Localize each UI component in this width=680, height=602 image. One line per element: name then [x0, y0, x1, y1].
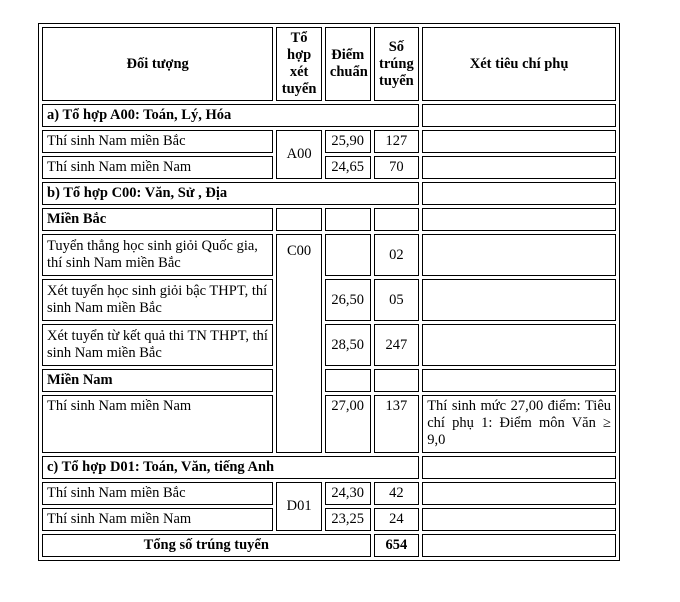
header-diem-chuan: Điểm chuẩn [325, 27, 371, 101]
score-cell: 24,30 [325, 482, 371, 505]
note-cell: Thí sinh mức 27,00 điểm: Tiêu chí phụ 1: Điểm môn Văn ≥ 9,0 [422, 395, 616, 453]
empty-cell [276, 208, 322, 231]
score-cell [325, 234, 371, 276]
section-a-title-row [42, 104, 616, 127]
note-cell [422, 156, 616, 179]
header-to-hop: Tổ hợp xét tuyển [276, 27, 322, 101]
total-row [42, 534, 616, 557]
section-a-title: a) Tổ hợp A00: Toán, Lý, Hóa [42, 104, 419, 127]
row-label: Tuyển thẳng học sinh giỏi Quốc gia, thí sinh Nam miền Bắc [42, 234, 273, 276]
score-cell: 24,65 [325, 156, 371, 179]
row-label: Xét tuyển từ kết quả thi TN THPT, thí sinh Nam miền Bắc [42, 324, 273, 366]
section-c-title-row [42, 456, 616, 479]
count-cell: 42 [374, 482, 420, 505]
score-cell: 28,50 [325, 324, 371, 366]
header-row [42, 27, 616, 101]
table-row [42, 482, 616, 505]
combo-cell: A00 [276, 130, 322, 179]
section-b-title-row [42, 182, 616, 205]
note-cell [422, 482, 616, 505]
region-row-south [42, 369, 616, 392]
row-label: Xét tuyển học sinh giỏi bậc THPT, thí sinh Nam miền Bắc [42, 279, 273, 321]
header-so-trung-tuyen: Số trúng tuyển [374, 27, 420, 101]
empty-cell [422, 456, 616, 479]
count-cell: 127 [374, 130, 420, 153]
empty-cell [374, 208, 420, 231]
section-c-title: c) Tổ hợp D01: Toán, Văn, tiếng Anh [42, 456, 419, 479]
empty-cell [422, 369, 616, 392]
row-label: Thí sinh Nam miền Bắc [42, 482, 273, 505]
combo-cell: D01 [276, 482, 322, 531]
score-cell: 23,25 [325, 508, 371, 531]
total-label: Tổng số trúng tuyển [42, 534, 371, 557]
region-title-south: Miền Nam [42, 369, 273, 392]
count-cell: 02 [374, 234, 420, 276]
note-cell [422, 130, 616, 153]
table-row [42, 324, 616, 366]
empty-cell [325, 369, 371, 392]
row-label: Thí sinh Nam miền Nam [42, 156, 273, 179]
note-cell [422, 279, 616, 321]
score-cell: 25,90 [325, 130, 371, 153]
table-row [42, 156, 616, 179]
header-tieu-chi-phu: Xét tiêu chí phụ [422, 27, 616, 101]
row-label: Thí sinh Nam miền Nam [42, 508, 273, 531]
empty-cell [422, 104, 616, 127]
combo-cell: C00 [276, 234, 322, 453]
header-doi-tuong: Đối tượng [42, 27, 273, 101]
total-value: 654 [374, 534, 420, 557]
section-b-title: b) Tổ hợp C00: Văn, Sử , Địa [42, 182, 419, 205]
table-row [42, 234, 616, 276]
score-cell: 26,50 [325, 279, 371, 321]
note-cell [422, 324, 616, 366]
table-row [42, 395, 616, 453]
table-row [42, 279, 616, 321]
count-cell: 70 [374, 156, 420, 179]
empty-cell [422, 208, 616, 231]
region-row-north [42, 208, 616, 231]
count-cell: 137 [374, 395, 420, 453]
note-cell [422, 234, 616, 276]
count-cell: 24 [374, 508, 420, 531]
score-cell: 27,00 [325, 395, 371, 453]
empty-cell [325, 208, 371, 231]
empty-cell [422, 182, 616, 205]
table-row [42, 130, 616, 153]
table-row [42, 508, 616, 531]
note-cell [422, 508, 616, 531]
admission-table-container [38, 23, 620, 561]
count-cell: 05 [374, 279, 420, 321]
count-cell: 247 [374, 324, 420, 366]
region-title-north: Miền Bắc [42, 208, 273, 231]
admission-results-table [38, 23, 620, 561]
row-label: Thí sinh Nam miền Bắc [42, 130, 273, 153]
empty-cell [374, 369, 420, 392]
empty-cell [422, 534, 616, 557]
row-label: Thí sinh Nam miền Nam [42, 395, 273, 453]
